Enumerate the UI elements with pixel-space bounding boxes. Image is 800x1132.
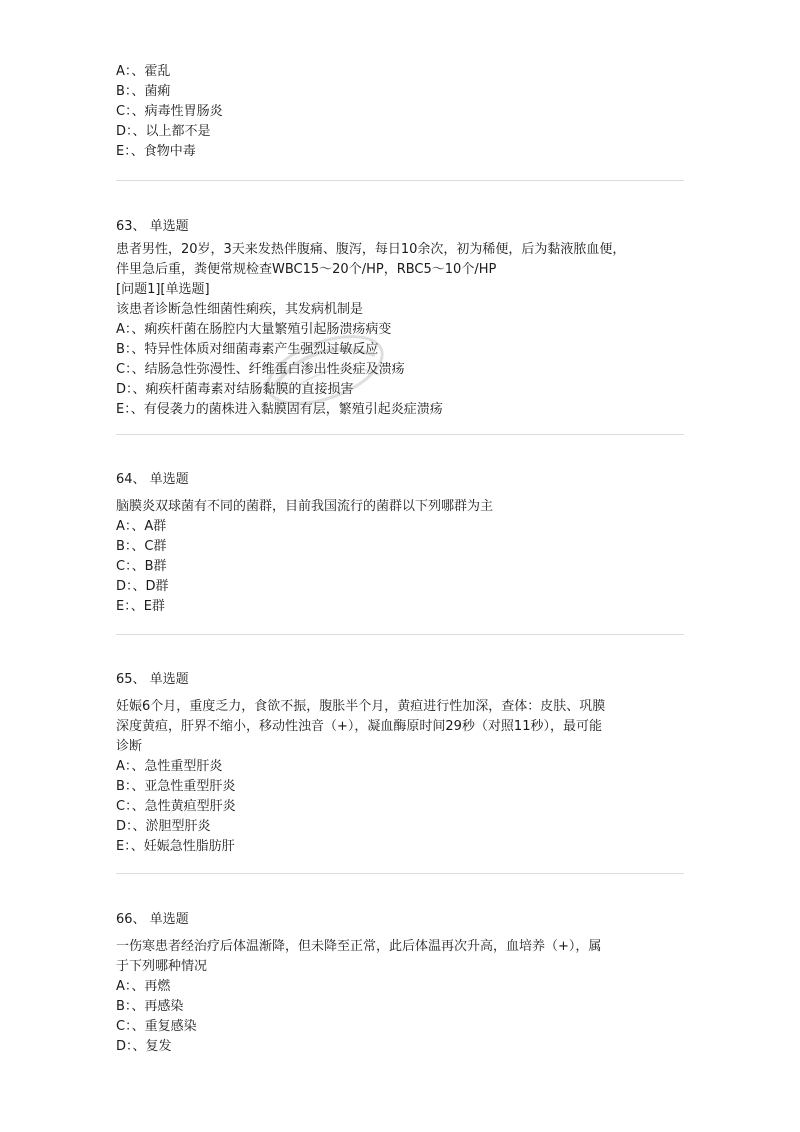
question-65: [116, 670, 686, 857]
option-e: E：、妊娠急性脂肪肝: [116, 839, 235, 854]
option-d: D：、痢疾杆菌毒素对结肠黏膜的直接损害: [116, 382, 354, 397]
option-e: E：、E群: [116, 599, 165, 614]
question-stem-line: 于下列哪种情况: [116, 959, 208, 974]
question-stem-line: 妊娠6个月，重度乏力，食欲不振，腹胀半个月，黄疸进行性加深，查体：皮肤、巩膜: [116, 699, 606, 714]
section-divider: [116, 634, 684, 635]
question-62-options: [116, 62, 686, 162]
section-divider: [116, 434, 684, 435]
option-d: D：、D群: [116, 579, 169, 594]
question-header: 63、 单选题: [116, 219, 189, 234]
option-c: C：、急性黄疸型肝炎: [116, 799, 236, 814]
option-d: D：、复发: [116, 1039, 172, 1054]
option-a: A：、痢疾杆菌在肠腔内大量繁殖引起肠溃疡病变: [116, 322, 392, 337]
option-b: B：、C群: [116, 539, 167, 554]
option-a: A：、再燃: [116, 979, 171, 994]
option-c: C：、病毒性胃肠炎: [116, 104, 223, 119]
option-c: C：、结肠急性弥漫性、纤维蛋白渗出性炎症及溃疡: [116, 362, 405, 377]
question-stem-line: 深度黄疸，肝界不缩小，移动性浊音（+），凝血酶原时间29秒（对照11秒），最可能: [116, 719, 602, 734]
question-stem-line: 伴里急后重，粪便常规检查WBC15～20个/HP，RBC5～10个/HP: [116, 262, 497, 277]
option-a: A：、A群: [116, 519, 167, 534]
option-d: D：、以上都不是: [116, 124, 211, 139]
option-c: C：、B群: [116, 559, 167, 574]
question-66: [116, 910, 686, 1057]
option-e: E：、有侵袭力的菌株进入黏膜固有层，繁殖引起炎症溃疡: [116, 402, 443, 417]
question-stem-line: 脑膜炎双球菌有不同的菌群，目前我国流行的菌群以下列哪群为主: [116, 499, 494, 514]
option-b: B：、菌痢: [116, 84, 171, 99]
option-b: B：、再感染: [116, 999, 184, 1014]
question-63: [116, 217, 686, 420]
question-stem-line: 该患者诊断急性细菌性痢疾，其发病机制是: [116, 302, 364, 317]
option-b: B：、特异性体质对细菌毒素产生强烈过敏反应: [116, 342, 379, 357]
option-c: C：、重复感染: [116, 1019, 197, 1034]
section-divider: [116, 180, 684, 181]
section-divider: [116, 873, 684, 874]
question-stem-line: 诊断: [116, 739, 143, 754]
option-a: A：、急性重型肝炎: [116, 759, 223, 774]
question-header: 66、 单选题: [116, 912, 189, 927]
question-header: 64、 单选题: [116, 472, 189, 487]
question-header: 65、 单选题: [116, 672, 189, 687]
option-d: D：、淤胆型肝炎: [116, 819, 211, 834]
question-stem-line: 一伤寒患者经治疗后体温渐降，但未降至正常，此后体温再次升高，血培养（+），属: [116, 939, 602, 954]
question-stem-line: 患者男性，20岁，3天来发热伴腹痛、腹泻，每日10余次，初为稀便，后为黏液脓血便，: [116, 242, 626, 257]
option-b: B：、亚急性重型肝炎: [116, 779, 236, 794]
question-stem-line: [问题1][单选题]: [116, 282, 210, 297]
option-a: A：、霍乱: [116, 64, 171, 79]
question-64: [116, 470, 686, 617]
option-e: E：、食物中毒: [116, 144, 196, 159]
